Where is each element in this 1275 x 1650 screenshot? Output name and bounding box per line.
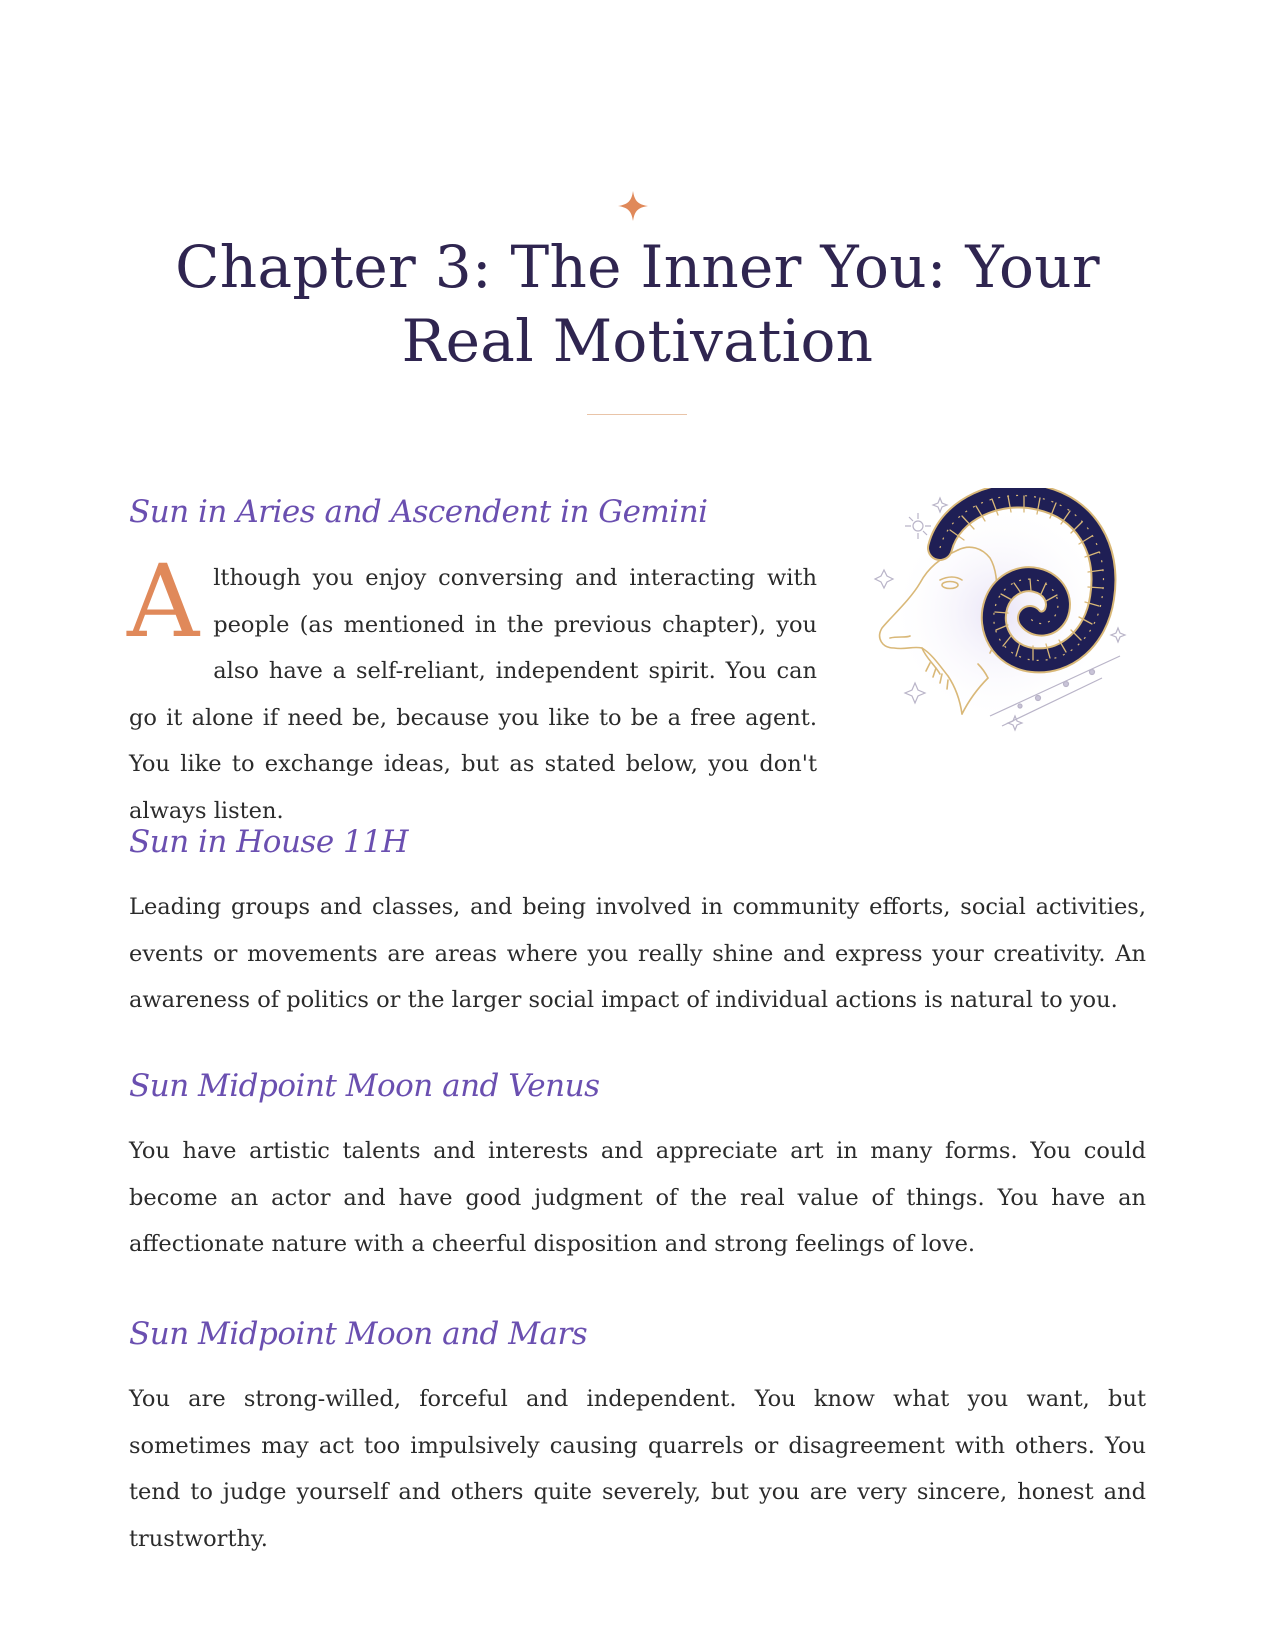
section-heading-moon-venus: Sun Midpoint Moon and Venus	[129, 1068, 600, 1104]
four-point-star-icon	[617, 190, 649, 222]
section-body-moon-mars: You are strong-willed, forceful and independent. You know what you want, but sometimes may act too impulsively causing quarrels or disagreement with others. You tend to judge yourself and others quite severely, but you are very sincere, honest and trustworthy.	[129, 1386, 1146, 1552]
section-heading-aries-gemini: Sun in Aries and Ascendent in Gemini	[129, 494, 708, 530]
chapter-title: Chapter 3: The Inner You: Your Real Motivation	[175, 233, 1100, 375]
section-heading-moon-mars: Sun Midpoint Moon and Mars	[129, 1316, 588, 1352]
title-divider	[587, 414, 687, 415]
section-body-aries-gemini	[127, 543, 817, 834]
section-heading-house-11h: Sun in House 11H	[129, 824, 409, 860]
drop-cap: A	[127, 543, 200, 660]
aries-ram-illustration	[870, 488, 1140, 758]
section-body-house-11h: Leading groups and classes, and being involved in community efforts, social activities, events or movements are areas where you really shine and express your creativity. An awareness of politics or the larger social impact of individual actions is natural to you.	[129, 894, 1146, 1013]
section-body-text: lthough you enjoy conversing and interacting with people (as mentioned in the previous chapter), you also have a self-reliant, independent spirit. You can go it alone if need be, because you like to be a free agent. You like to exchange ideas, but as stated below, you don't always listen.	[129, 565, 817, 824]
section-body-moon-venus: You have artistic talents and interests and appreciate art in many forms. You could become an actor and have good judgment of the real value of things. You have an affectionate nature with a cheerful disposition and strong feelings of love.	[129, 1138, 1146, 1257]
